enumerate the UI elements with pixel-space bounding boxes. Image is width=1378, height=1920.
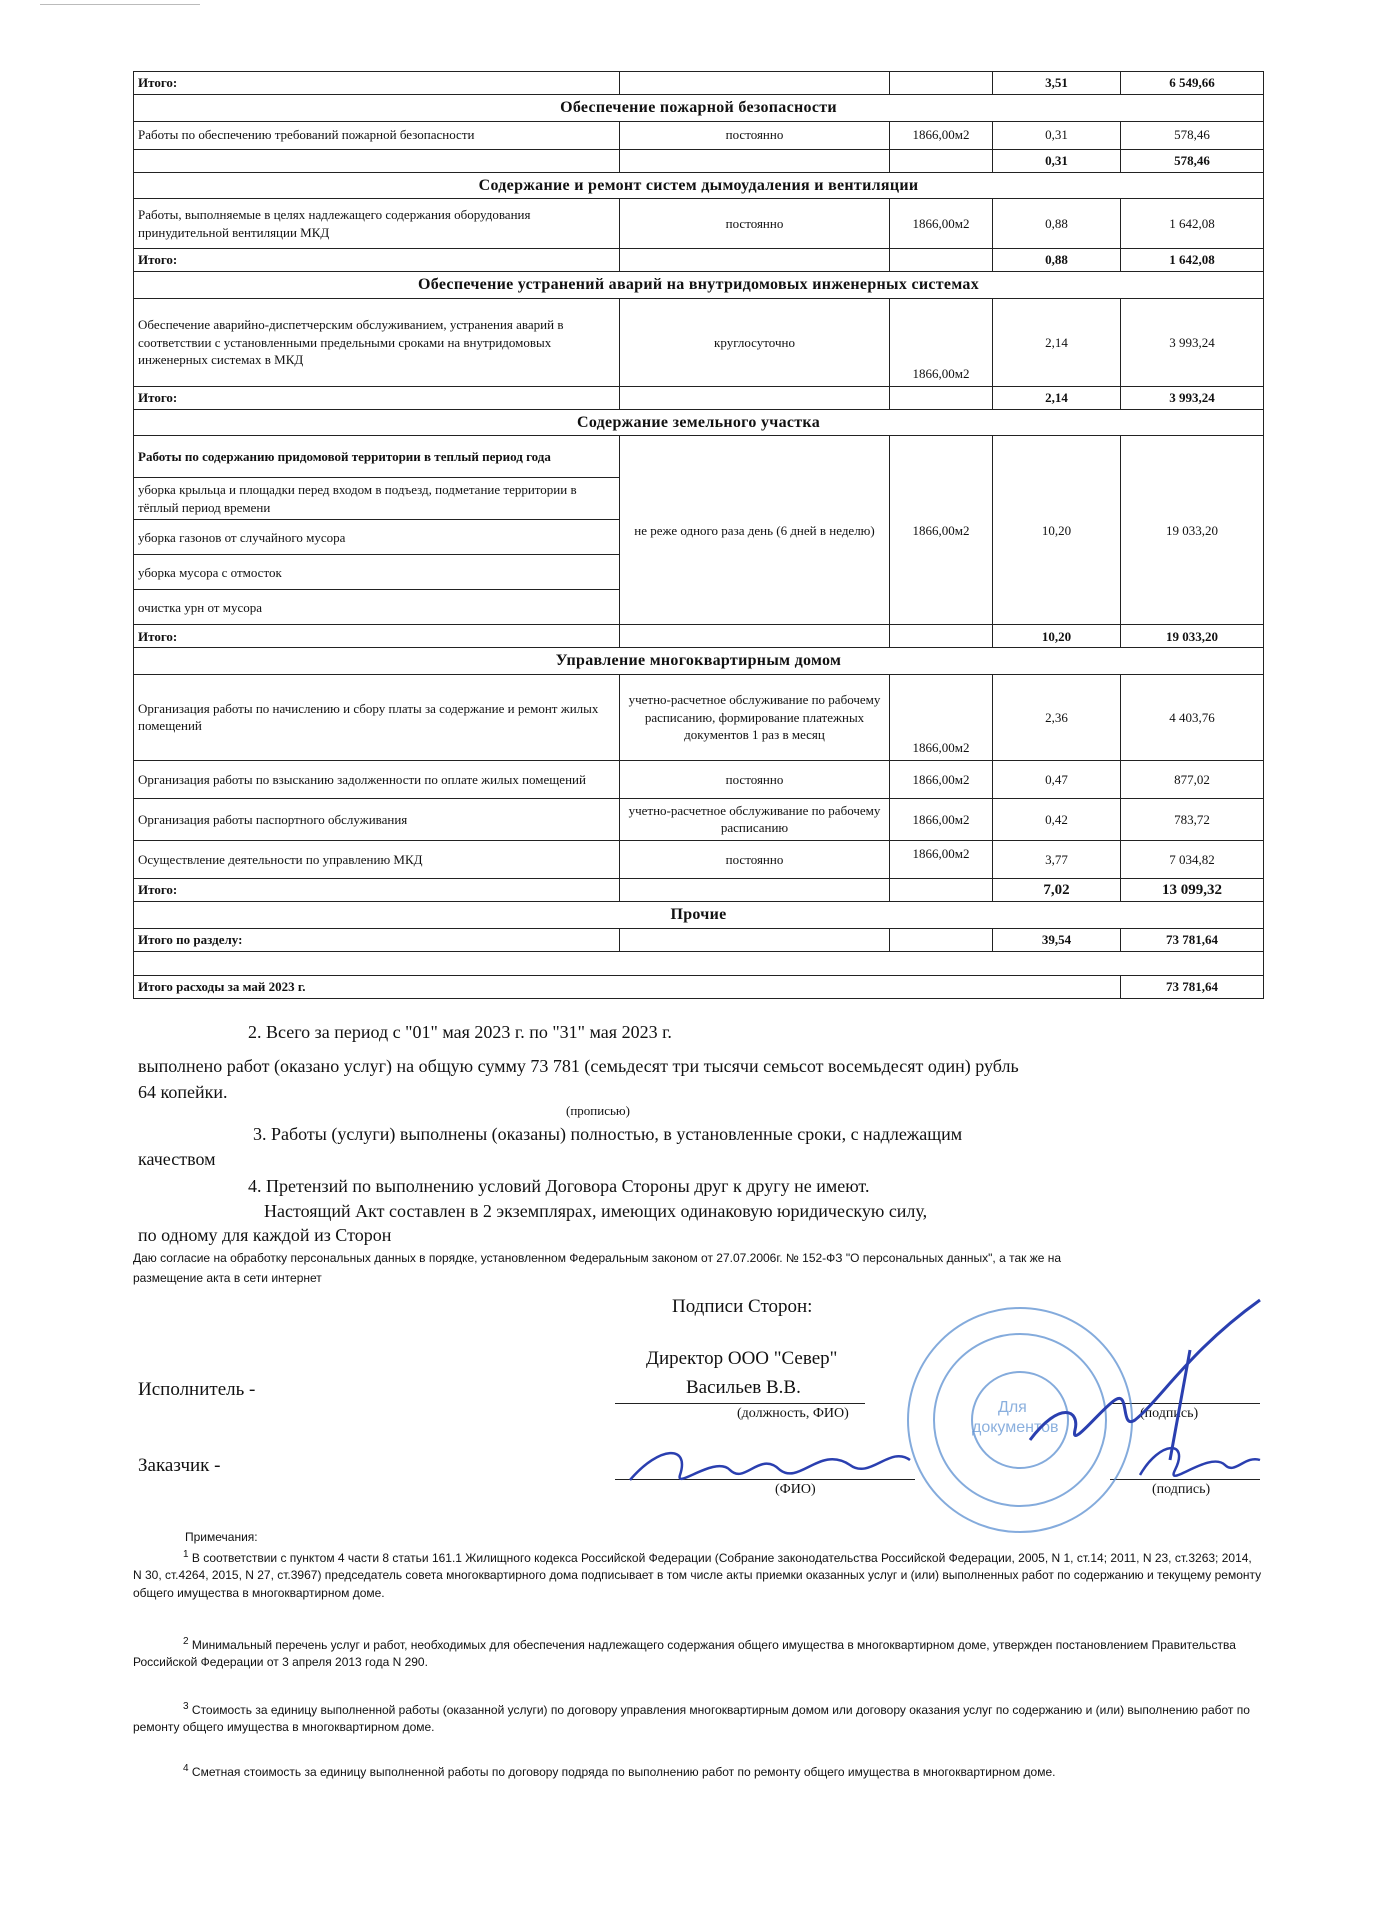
sum-cell: 877,02 xyxy=(1121,760,1264,798)
section-title: Содержание земельного участка xyxy=(134,409,1264,436)
customer-signature xyxy=(1130,1430,1270,1500)
table-row xyxy=(134,798,1264,840)
rate-cell: 0,88 xyxy=(993,249,1121,272)
area-cell: 1866,00м2 xyxy=(890,199,993,249)
sum-cell: 6 549,66 xyxy=(1121,72,1264,95)
act-table xyxy=(133,71,1264,999)
note-2: $^2$ Минимальный перечень услуг и работ, необходимых для обеспечения надлежащего содержания общего имущества в многоквартирном доме, утвержден постановлением Правительства Российской Федерации от 3 апреля 2013 года N 290. xyxy=(133,1636,1236,1670)
work-item: очистка урн от мусора xyxy=(134,590,620,625)
area-cell: 1866,00м2 xyxy=(890,674,993,760)
area-cell: 1866,00м2 xyxy=(890,436,993,625)
paragraph-5-line2: по одному для каждой из Сторон xyxy=(138,1225,392,1245)
period-cell: постоянно xyxy=(620,840,890,878)
paragraph-3-line2: качеством xyxy=(138,1149,216,1169)
total-label: Итого: xyxy=(134,625,620,648)
work-item: уборка мусора с отмосток xyxy=(134,555,620,590)
work-name: Работы, выполняемые в целях надлежащего содержания оборудования принудительной вентиляции МКД xyxy=(134,199,620,249)
table-row xyxy=(134,760,1264,798)
rate-cell: 7,02 xyxy=(993,878,1121,901)
rate-cell: 3,51 xyxy=(993,72,1121,95)
sum-cell: 578,46 xyxy=(1121,149,1264,172)
area-cell: 1866,00м2 xyxy=(890,760,993,798)
area-cell: 1866,00м2 xyxy=(890,298,993,386)
table-row xyxy=(134,298,1264,386)
work-item: уборка газонов от случайного мусора xyxy=(134,520,620,555)
table-row xyxy=(134,249,1264,272)
note-1: $^1$ В соответствии с пунктом 4 части 8 статьи 161.1 Жилищного кодекса Российской Федерации (Собрание законодательства Российской Федерации, 2005, N 1, ст.14; 2011, N 23, ст.3263; 2014, N 30, ст.4264, 2015, N 27, ст.3967) председатель совета многоквартирного дома подписывает в том числе акты приемки оказанных услуг и (или) выполненных работ по содержанию и текущему ремонту общего имущества в многоквартирном доме. xyxy=(133,1549,1262,1600)
area-cell: 1866,00м2 xyxy=(890,798,993,840)
paragraph-4: 4. Претензий по выполнению условий Договора Стороны друг к другу не имеют. xyxy=(248,1176,870,1196)
customer-sign-caption: (подпись) xyxy=(1152,1482,1211,1497)
note-marker: 1 xyxy=(183,1549,189,1560)
customer-label: Заказчик - xyxy=(138,1455,221,1476)
consent-line1: Даю согласие на обработку персональных данных в порядке, установленном Федеральным законом от 27.07.2006г. № 152-ФЗ "О персональных данных", а так же на xyxy=(133,1251,1062,1265)
period-cell: круглосуточно xyxy=(620,298,890,386)
work-item: уборка крыльца и площадки перед входом в подъезд, подметание территории в тёплый период времени xyxy=(134,478,620,520)
table-row xyxy=(134,928,1264,951)
section-title: Управление многоквартирным домом xyxy=(134,648,1264,675)
rate-cell: 2,14 xyxy=(993,298,1121,386)
sum-cell: 783,72 xyxy=(1121,798,1264,840)
customer-caption: (ФИО) xyxy=(775,1482,816,1497)
work-name: Обеспечение аварийно-диспетчерским обслуживанием, устранения аварий в соответствии с установленными предельными сроками на внутридомовых инженерных системах в МКД xyxy=(134,298,620,386)
table-row xyxy=(134,436,1264,478)
rate-cell: 0,88 xyxy=(993,199,1121,249)
consent-line2: размещение акта в сети интернет xyxy=(133,1271,322,1285)
sum-cell: 578,46 xyxy=(1121,121,1264,149)
total-label: Итого: xyxy=(134,72,620,95)
period-cell: постоянно xyxy=(620,121,890,149)
rate-cell: 10,20 xyxy=(993,625,1121,648)
paragraph-2: 2. Всего за период с "01" мая 2023 г. по "31" мая 2023 г. xyxy=(248,1022,672,1042)
total-label: Итого по разделу: xyxy=(134,928,620,951)
propis-caption: (прописью) xyxy=(566,1103,630,1118)
period-cell: постоянно xyxy=(620,760,890,798)
section-title: Содержание и ремонт систем дымоудаления и вентиляции xyxy=(134,172,1264,199)
paragraph-2-line3: 64 копейки. xyxy=(138,1082,228,1102)
period-cell: постоянно xyxy=(620,199,890,249)
table-row xyxy=(134,199,1264,249)
work-group-title: Работы по содержанию придомовой территории в теплый период года xyxy=(134,436,620,478)
total-label: Итого: xyxy=(134,878,620,901)
table-row xyxy=(134,878,1264,901)
total-label: Итого расходы за май 2023 г. xyxy=(134,975,1121,998)
table-row xyxy=(134,625,1264,648)
section-title: Обеспечение устранений аварий на внутридомовых инженерных системах xyxy=(134,272,1264,299)
table-row xyxy=(134,386,1264,409)
executor-position: Директор ООО "Север" xyxy=(646,1348,838,1369)
sum-cell: 19 033,20 xyxy=(1121,436,1264,625)
sum-cell: 4 403,76 xyxy=(1121,674,1264,760)
sum-cell: 3 993,24 xyxy=(1121,298,1264,386)
note-marker: 2 xyxy=(183,1636,189,1647)
table-row xyxy=(134,840,1264,878)
paragraph-3: 3. Работы (услуги) выполнены (оказаны) полностью, в установленные сроки, с надлежащим xyxy=(253,1124,963,1144)
rate-cell: 3,77 xyxy=(993,840,1121,878)
executor-underline xyxy=(615,1403,865,1404)
sum-cell: 73 781,64 xyxy=(1121,975,1264,998)
sum-cell: 1 642,08 xyxy=(1121,199,1264,249)
rate-cell: 0,31 xyxy=(993,149,1121,172)
paragraph-2-line2: выполнено работ (оказано услуг) на общую сумму 73 781 (семьдесят три тысячи семьсот восемьдесят один) рубль xyxy=(138,1056,1019,1076)
paragraph-5: Настоящий Акт составлен в 2 экземплярах, имеющих одинаковую юридическую силу, xyxy=(264,1201,928,1221)
svg-text:документов: документов xyxy=(972,1419,1059,1436)
executor-name: Васильев В.В. xyxy=(686,1377,801,1398)
executor-label: Исполнитель - xyxy=(138,1379,256,1400)
rate-cell: 2,36 xyxy=(993,674,1121,760)
sum-cell: 7 034,82 xyxy=(1121,840,1264,878)
total-label: Итого: xyxy=(134,386,620,409)
notes-title: Примечания: xyxy=(185,1530,258,1544)
table-row xyxy=(134,674,1264,760)
note-3: $^3$ Стоимость за единицу выполненной работы (оказанной услуги) по договору управления многоквартирным домом или договору оказания услуг по содержанию и (или) выполнению работ по ремонту общего имущества в многоквартирном доме. xyxy=(133,1701,1250,1735)
rate-cell: 2,14 xyxy=(993,386,1121,409)
work-name: Организация работы по взысканию задолженности по оплате жилых помещений xyxy=(134,760,620,798)
total-label: Итого: xyxy=(134,249,620,272)
period-cell: учетно-расчетное обслуживание по рабочему расписанию xyxy=(620,798,890,840)
executor-caption: (должность, ФИО) xyxy=(737,1406,849,1421)
section-title: Прочие xyxy=(134,902,1264,929)
period-cell: учетно-расчетное обслуживание по рабочему расписанию, формирование платежных документов 1 раз в месяц xyxy=(620,674,890,760)
customer-handwritten-signature xyxy=(620,1425,920,1505)
work-name: Организация работы по начислению и сбору платы за содержание и ремонт жилых помещений xyxy=(134,674,620,760)
work-name: Работы по обеспечению требований пожарной безопасности xyxy=(134,121,620,149)
scan-edge-line xyxy=(40,4,200,5)
sum-cell: 3 993,24 xyxy=(1121,386,1264,409)
note-marker: 4 xyxy=(183,1763,189,1774)
rate-cell: 0,47 xyxy=(993,760,1121,798)
rate-cell: 10,20 xyxy=(993,436,1121,625)
rate-cell: 0,31 xyxy=(993,121,1121,149)
area-cell: 1866,00м2 xyxy=(890,121,993,149)
sum-cell: 73 781,64 xyxy=(1121,928,1264,951)
table-row xyxy=(134,975,1264,998)
sum-cell: 1 642,08 xyxy=(1121,249,1264,272)
table-row xyxy=(134,72,1264,95)
rate-cell: 0,42 xyxy=(993,798,1121,840)
note-4: $^4$ Сметная стоимость за единицу выполненной работы по договору подряда по выполнению работ по ремонту общего имущества в многоквартирном доме. xyxy=(183,1763,1056,1779)
section-title: Обеспечение пожарной безопасности xyxy=(134,95,1264,122)
work-name: Организация работы паспортного обслуживания xyxy=(134,798,620,840)
area-cell: 1866,00м2 xyxy=(890,840,993,878)
signatures-title: Подписи Сторон: xyxy=(672,1296,813,1317)
sum-cell: 19 033,20 xyxy=(1121,625,1264,648)
rate-cell: 39,54 xyxy=(993,928,1121,951)
note-marker: 3 xyxy=(183,1701,189,1712)
table-row xyxy=(134,149,1264,172)
sum-cell: 13 099,32 xyxy=(1121,878,1264,901)
executor-sign-caption: (подпись) xyxy=(1140,1406,1199,1421)
work-name: Осуществление деятельности по управлению МКД xyxy=(134,840,620,878)
period-cell: не реже одного раза день (6 дней в неделю) xyxy=(620,436,890,625)
table-row xyxy=(134,121,1264,149)
svg-text:Для: Для xyxy=(998,1399,1027,1416)
